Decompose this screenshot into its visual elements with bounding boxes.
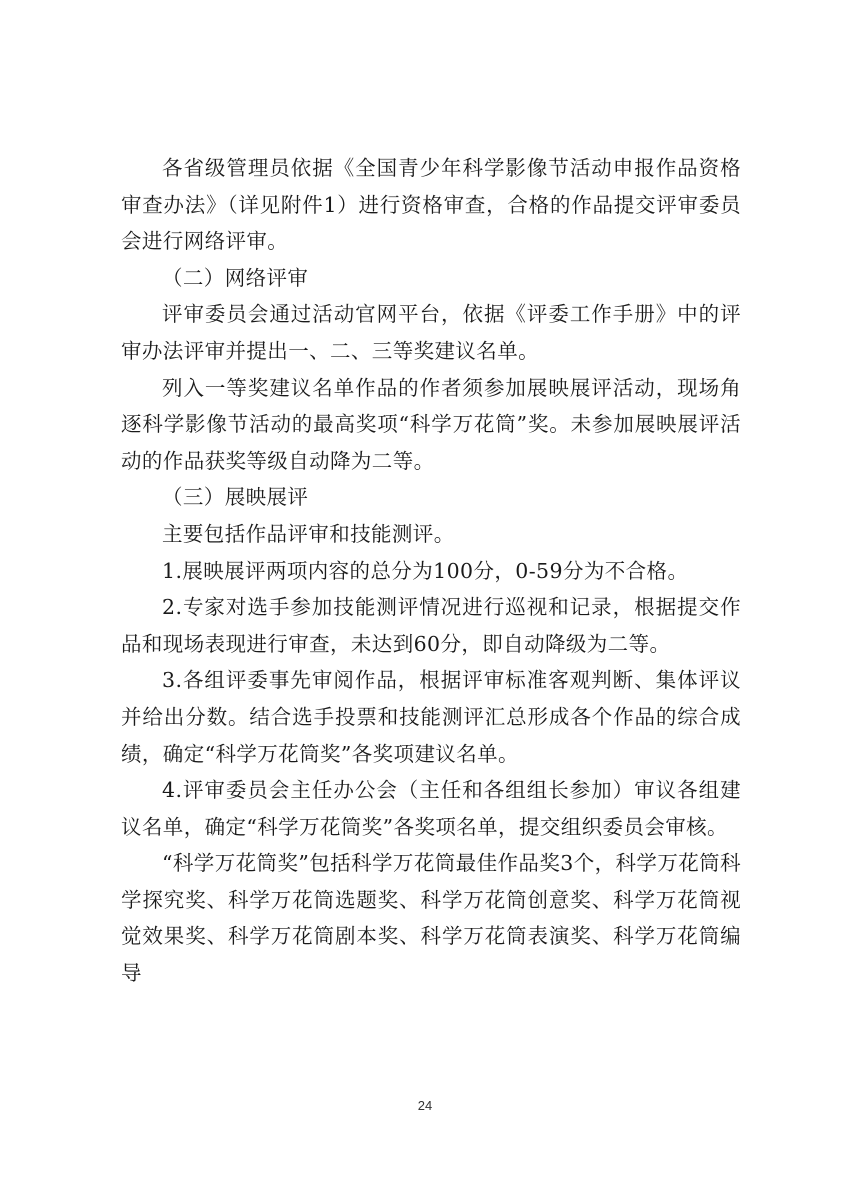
list-item-3-jury-scoring: 3.各组评委事先审阅作品，根据评审标准客观判断、集体评议并给出分数。结合选手投票和技能测评汇总形成各个作品的综合成绩，确定“科学万花筒奖”各奖项建议名单。 <box>121 668 741 766</box>
list-item-2-expert-review: 2.专家对选手参加技能测评情况进行巡视和记录，根据提交作品和现场表现进行审查，未达到60分，即自动降级为二等。 <box>121 595 741 656</box>
paragraph-first-prize-screening: 列入一等奖建议名单作品的作者须参加展映展评活动，现场角逐科学影像节活动的最高奖项“科学万花筒”奖。未参加展映展评活动的作品获奖等级自动降为二等。 <box>121 375 741 473</box>
heading-screening-review: （三）展映展评 <box>162 485 309 510</box>
page-number: 24 <box>417 1098 433 1113</box>
list-item-4-committee-approval: 4.评审委员会主任办公会（主任和各组组长参加）审议各组建议名单，确定“科学万花筒奖”各奖项名单，提交组织委员会审核。 <box>121 778 741 839</box>
paragraph-screening-scope: 主要包括作品评审和技能测评。 <box>162 521 455 546</box>
paragraph-online-review: 评审委员会通过活动官网平台，依据《评委工作手册》中的评审办法评审并提出一、二、三等奖建议名单。 <box>121 302 741 363</box>
paragraph-kaleidoscope-awards: “科学万花筒奖”包括科学万花筒最佳作品奖3个，科学万花筒科学探究奖、科学万花筒选题奖、科学万花筒创意奖、科学万花筒视觉效果奖、科学万花筒剧本奖、科学万花筒表演奖、科学万花筒编导 <box>121 851 741 986</box>
paragraph-qualification-review: 各省级管理员依据《全国青少年科学影像节活动申报作品资格审查办法》（详见附件1）进行资格审查，合格的作品提交评审委员会进行网络评审。 <box>121 156 741 254</box>
document-body <box>121 150 741 992</box>
list-item-1-total-score: 1.展映展评两项内容的总分为100分，0-59分为不合格。 <box>162 558 689 583</box>
heading-online-review: （二）网络评审 <box>162 265 309 290</box>
